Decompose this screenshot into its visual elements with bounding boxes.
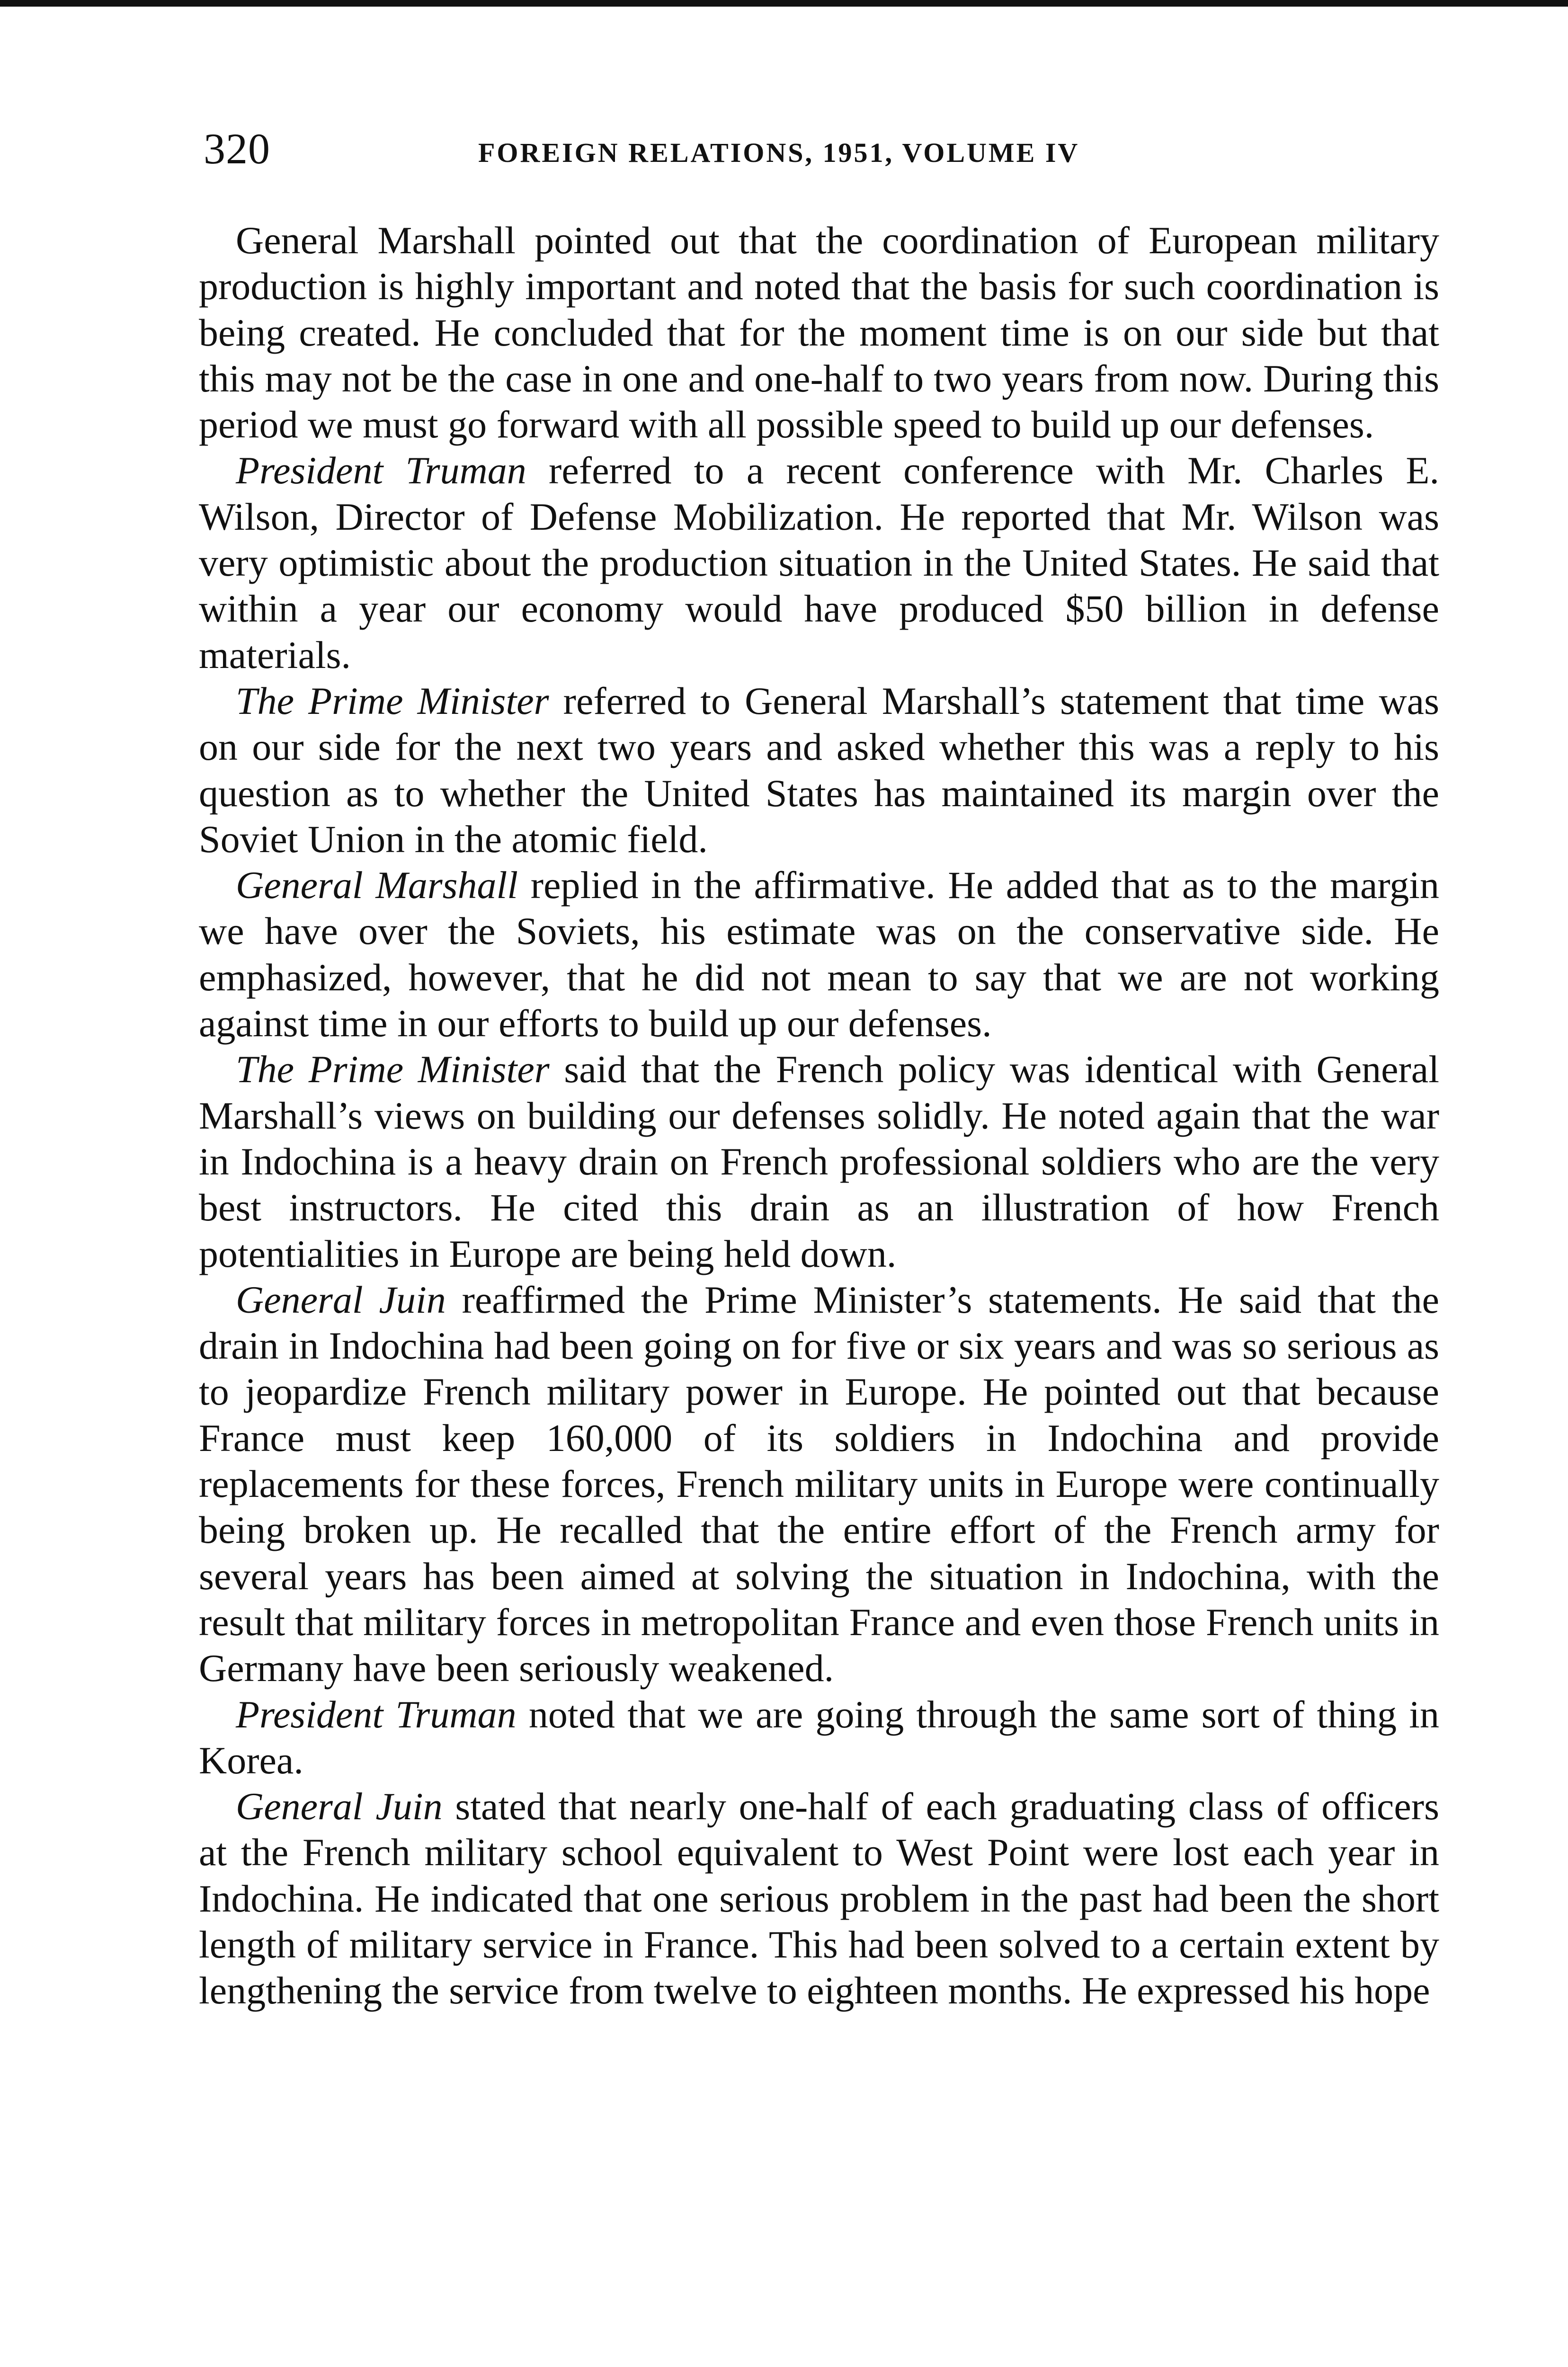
speaker-name: General Juin	[236, 1785, 443, 1828]
speaker-name: The Prime Minister	[236, 1048, 550, 1091]
paragraph	[199, 862, 1439, 1046]
speaker-name: General Juin	[236, 1278, 446, 1321]
paragraph-text: General Marshall pointed out that the coordination of European military production is highly important and noted that the basis for such coordination is being created. He concluded that for the moment time is on our side but that this may not be the case in one and one-half to two years from now. During this period we must go forward with all possible speed to build up our defenses.	[199, 219, 1439, 446]
paragraph	[199, 1783, 1439, 2013]
paragraph	[199, 1046, 1439, 1276]
speaker-name: The Prime Minister	[236, 679, 549, 722]
speaker-name: President Truman	[236, 1692, 517, 1736]
paragraph-text: referred to a recent conference with Mr. Charles E. Wilson, Director of Defense Mobilization. He reported that Mr. Wilson was very optimistic about the production situation in the United States. He said that within a year our economy would have produced $50 billion in defense materials.	[199, 449, 1439, 676]
paragraph-text: stated that nearly one-half of each graduating class of officers at the French military school equivalent to West Point were lost each year in Indochina. He indicated that one serious problem in the past had been the short length of military service in France. This had been solved to a certain extent by lengthening the service from twelve to eighteen months. He expressed his hope	[199, 1785, 1439, 2012]
speaker-name: President Truman	[236, 449, 526, 492]
paragraph	[199, 1691, 1439, 1784]
paragraph	[199, 447, 1439, 677]
running-head: FOREIGN RELATIONS, 1951, VOLUME IV	[478, 137, 1080, 168]
paragraph	[199, 678, 1439, 862]
paragraph	[199, 217, 1439, 447]
paragraph-text: said that the French policy was identical with General Marshall’s views on building our defenses solidly. He noted again that the war in Indochina is a heavy drain on French professional soldiers who are the very best instructors. He cited this drain as an illustration of how French potentialities in Europe are being held down.	[199, 1048, 1439, 1275]
paragraph-text: referred to General Marshall’s statement that time was on our side for the next two years and asked whether this was a reply to his question as to whether the United States has maintained its margin over the Soviet Union in the atomic field.	[199, 679, 1439, 861]
paragraph-text: replied in the affirmative. He added that as to the margin we have over the Soviets, his estimate was on the conservative side. He emphasized, however, that he did not mean to say that we are not working against time in our efforts to build up our defenses.	[199, 863, 1439, 1045]
body-text	[199, 217, 1439, 2014]
paragraph-text: reaffirmed the Prime Minister’s statements. He said that the drain in Indochina had been going on for five or six years and was so serious as to jeopardize French military power in Europe. He pointed out that because France must keep 160,000 of its soldiers in Indochina and provide replacements for these forces, French military units in Europe were continually being broken up. He recalled that the entire effort of the French army for several years has been aimed at solving the situation in Indochina, with the result that military forces in metropolitan France and even those French units in Germany have been seriously weakened.	[199, 1278, 1439, 1690]
page-header	[204, 123, 1453, 179]
speaker-name: General Marshall	[236, 863, 518, 907]
paragraph-text: noted that we are going through the same sort of thing in Korea.	[199, 1692, 1439, 1782]
paragraph	[199, 1277, 1439, 1691]
page-number: 320	[204, 125, 270, 173]
